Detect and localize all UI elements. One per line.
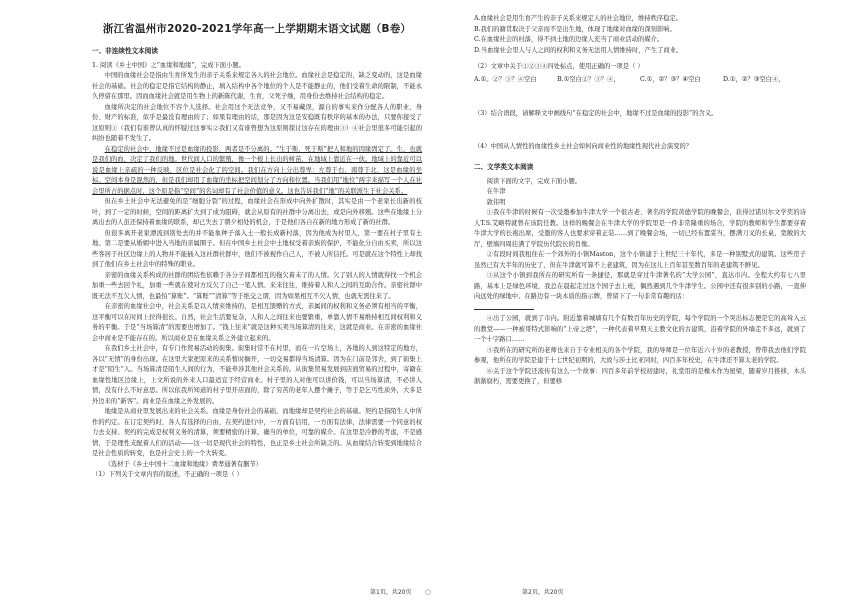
answer-blank bbox=[474, 303, 806, 315]
page-footer-left: 第1页，共20页 bbox=[370, 589, 412, 596]
q2-option-d: D.①，②？③空白④， bbox=[723, 75, 785, 83]
exam-title: 浙江省温州市2020-2021学年高一上学期期末语文试题（B卷） bbox=[102, 23, 412, 35]
center-circle-mark: ○ bbox=[425, 588, 432, 596]
article-paragraph: ⑥关于这个学院还流传有这么一个故事：四百多年前学校初建时，礼堂用的是橡木作为屋梁，随着岁月推移，木头渐渐腐朽，需要更换了，但要修 bbox=[474, 367, 806, 385]
option-d: D.当血缘社会里人与人之间的权利和义务无法用人情维持时，产生了商业。 bbox=[474, 46, 683, 54]
question-2: （2）文章中关于①②③④四处标点，使用正确的一项是（ ） bbox=[474, 63, 644, 70]
article-paragraph: ①我在牛津的时候有一次受邀参加牛津大学一个很古老、著名的学院黄德学院的晚餐会，获得过诺贝尔文学奖的诗人T.S.艾略特就曾在该院任教。这样的晚餐会在牛津大学的学院里是一件非常隆重的场合，学院的教师和学生都要穿着牛津大学的长袍出席，受邀的客人也要求穿着正装……到了晚餐会场，一切已经布置妥当，摆满刀叉的长桌，宽敞的大厅，壁墙四周挂满了学院历代院长的肖像。 bbox=[474, 209, 806, 248]
q2-option-a: A.①。②？③？④空白 bbox=[474, 75, 537, 83]
passage-paragraph-underlined: 在稳定的社会中，地缘不过是血缘的投影，两者是不分离的。“生于斯，死于斯”把人和地的因缘固定了。生，也就是我们的血，决定了我们的地。世代间人口的繁殖，像一个根上长出的树苗，在地域上靠近在一伙。地域上的靠近可以说是血缘上亲疏的一种反映，区位是社会化了的空间。我们在方向上分出尊卑：左尊于右，南尊于北，这是血缘的坐标。空间本身是混然的，但是我们却用了血缘的坐标把空间划分了方向和位置。当我们用“地位”两字来描写一个人在社会里所占的据点时，这个原是指“空间”的名词却有了社会价值的意义。这也告诉我们“地”的关联派生于社会关系。 bbox=[92, 145, 422, 195]
question-3: （3）结合语段，请解释文中画线句“在稳定的社会中，地缘不过是血缘的投影”的含义。 bbox=[474, 110, 718, 117]
question-1: （1）下列关于文章内容的叙述，不正确的一项是（ ） bbox=[92, 471, 243, 478]
question-intro: 1. 阅读《乡土中国》之“血缘和地缘”，完成下面小题。 bbox=[92, 61, 245, 69]
article-paragraph: ④出了公园，就到了市内。附近靠着城墙有几个有数百年历史的学院，每个学院的一个突出标志便是它的高耸入云的教堂——一种被哥特式影响的“上帝之塔”，一种代表着早期天主教文化的古建筑，沿着学院的外墙走不多远，就到了一个十字路口…… bbox=[474, 315, 806, 343]
article-author: 敦伟明 bbox=[486, 198, 506, 206]
passage-source: （选材于《乡土中国十二血缘和地缘》费孝通著有删节） bbox=[104, 460, 263, 468]
section1-heading: 一、非连续性文本阅读 bbox=[92, 47, 158, 55]
page-footer-right: 第2页，共20页 bbox=[522, 589, 564, 596]
left-column bbox=[92, 14, 422, 576]
option-c: C.在血缘社会的村落，得不到土地的边缘人充当了商业活动的媒介。 bbox=[474, 36, 664, 43]
page-right bbox=[430, 0, 860, 608]
question-4: （4）中国从人情性的血缘性乡土社会如何向商业性的地缘性现代社会演变的？ bbox=[474, 142, 693, 150]
passage-paragraph: 地缘是从商业里发展出来的社会关系。血缘是身份社会的基础，而地缘却是契约社会的基础。契约是指陌生人中所作的约定。在订定契约时，各人有选择的自由，在契约进行中，一方面有信用，一方面有法律，法律需要一个同意的权力去支持。契约的完成是权利义务的清算，须要精密的计算，确当的单位，可靠的媒介。在这里是冷静的考虑，不是感情，于是理性支配着人们的活动——这一切是现代社会的特性，也正是乡土社会所缺乏的。从血缘结合转变到地缘结合是社会性质的转变，也是社会史上的一个大转变。 bbox=[92, 408, 422, 457]
right-column bbox=[474, 14, 806, 576]
reading-intro: 阅读下面的文字，完成下面小题。 bbox=[486, 177, 582, 185]
passage-paragraph: 但很多离开老家漂流到别处去的并不能象种子落入土一般长成新村落，因为他成为村里人，第一要在村子里有土地。第二是要从婚姻中进入当地的亲属圈子。但在中国乡土社会中土地权受着亲族的保护，不能化分自由买卖，所以这些客居于社区边缘上的人物并不能插入这社群社群中，他们不被视作自己人，不被人所信托。可是就在这个特性上却找到了他们在乡土社会中的特殊的职业。 bbox=[92, 229, 422, 268]
article-paragraph: ⑤我所在的研究所的老师也来自于专业相关的各个学院，我的导师是一位年近六十岁的老教授，曾带我去他们学院参观，他所在的学院是建于十七世纪初期的，大致与莎士比亚同时，四百多年校史，在牛津还不算太老的学院。 bbox=[474, 346, 806, 364]
article-title: 在牛津 bbox=[486, 188, 506, 195]
passage-paragraph: 中国的血缘社会是指由生育所发生的亲子关系来规定各人的社会地位。血缘社会是稳定的，缺乏变动的，这是血缘社会的基础。社会的稳定是指它结构的静止，填入结构中各个地位的个人是不能静止的，他们受着生命的限制，不能永久停留在那里。因而血缘社会就是用生物上的新陈代谢，生育，父死子继，用身份去维持社会结构的稳定。 bbox=[92, 72, 422, 100]
article-paragraph: ②有段时间我租住在一个郊外的小镇Maston，这个小镇建于上世纪三十年代，多是一种别墅式的建筑。这些房子虽然已有大半年的历史了，但在牛津就可算不上老建筑，因为在这儿上百年甚至数百年的老建筑不鲜见。 bbox=[474, 251, 806, 269]
passage-paragraph: 血缘所决定的社会地位不容个人选择。社会用这个无法竞争，又不易藏误，源自的事实来作分配各人的职业、身份、财产的标准，似乎是最没有理由的了；如果有理由的话，那是因为这是安稳既有秩序的基本的办法，只要你接受了这原则①（我们有谁曾认真的怀疑过这事实②我们又有谁曾想为这原则探讨这存在的理由③）④社会里很多可能引起的纠纷也随着不发生了。 bbox=[92, 103, 422, 142]
passage-paragraph: 但在乡土社会中无法避免的是“细胞分裂”的过程，血缘社会在形成中向外扩散时，其实是由一个老家长出新的枝叶，到了一定的时候，空间的距离扩大到了成为阻碍，就会从原有的社群中分离出去，或是向外移殖。这些在地缘上分离出去的人虽还保持着血缘的联系，却已失去了朝夕相处的机会，于是他们各自在新的地方形成了新的社群。 bbox=[92, 198, 422, 226]
passage-paragraph: 在亲密的血缘社会中，社会关系是以人情来维持的，是相互馈赠的方式，亲属间的权利和义务必须有相当的平衡，这平衡可以在时间上拉得很长。自然，社会生活要复杂，人和人之间往来也要繁重，单靠人情不易维持相互间权利和义务的平衡。于是“当场算清”的需要也增加了。“钱上往来”就是这种买卖当场算清的往来，这就是商业。在亲密的血缘社会中商业是不能存在的。所以商业是在血缘关系之外建立起来的。 bbox=[92, 303, 422, 342]
q2-options bbox=[474, 75, 806, 86]
section2-heading: 二、文学类文本阅读 bbox=[474, 163, 534, 171]
article-paragraph: ③从这个小镇到我所在的研究所有一条捷径，那就是穿过牛津著名的“大学公园”，直达市内。全程大约有七八里路，基本上是绿色环境，我总在晨起走过这个园子去上班，偶然遇到几个牛津学生。公园中还有很多别的小路，一直伸向远处的绿地中。在路边有一块木质的指示牌，曾留下了一句非常有趣的话： bbox=[474, 272, 806, 300]
q2-option-c: C.①，②？③？④空白 bbox=[640, 75, 701, 83]
option-a: A.血缘社会是用生育产生的亲子关系来规定人的社会地位，维持秩序稳定。 bbox=[474, 15, 683, 22]
q2-option-b: B.①空白②？③？④， bbox=[557, 75, 620, 83]
passage-paragraph: 在我们乡土社会中，有专门作贸易活动的街集。街集时常不在村里，而在一片空场上，各地的人到这特定的地方，各以“无情”的身份出现。在这里大家把原来的关系暂时搁开，一切交易都得当场清算。因为在门前是邻舍，到了街集上才是“陌生”人。当场算清是陌生人间的行为，不能牵涉其他社会关系的。从街集贸易发展到店面贸易的过程中，寄籍在血缘性地区边缘上，上文所说的外来人口最适宜于经营商业。村子里的人对他可以讲价钱，可以当场算清，不必讲人情，没有什么不好意思。所以依我所知道的村子里开店面的，除了穷苦的老年人摆个摊子，等于是乞丐性质外，大多是外边来的“新客”。商业是在血缘之外发展的。 bbox=[92, 345, 422, 405]
passage-paragraph: 亲密的血缘关系构成的社群的团结性依赖于各分子间都相互的拖欠着未了的人情。欠了别人的人情就得找一个机会加重一些去回个礼，加重一些就在使对方反欠了自己一笔人情。来来往往，维持着人和人之间的互助合作。亲密社群中既无法不互欠人情，也最怕“算账”。“算账”“清算”等于绝交之谓，因为如果相互不欠人情，也就无需往来了。 bbox=[92, 271, 422, 300]
option-b: B.我们的籍贯取决于父亲而不是出生地，体现了地缘对血缘的深刻影响。 bbox=[474, 25, 676, 33]
